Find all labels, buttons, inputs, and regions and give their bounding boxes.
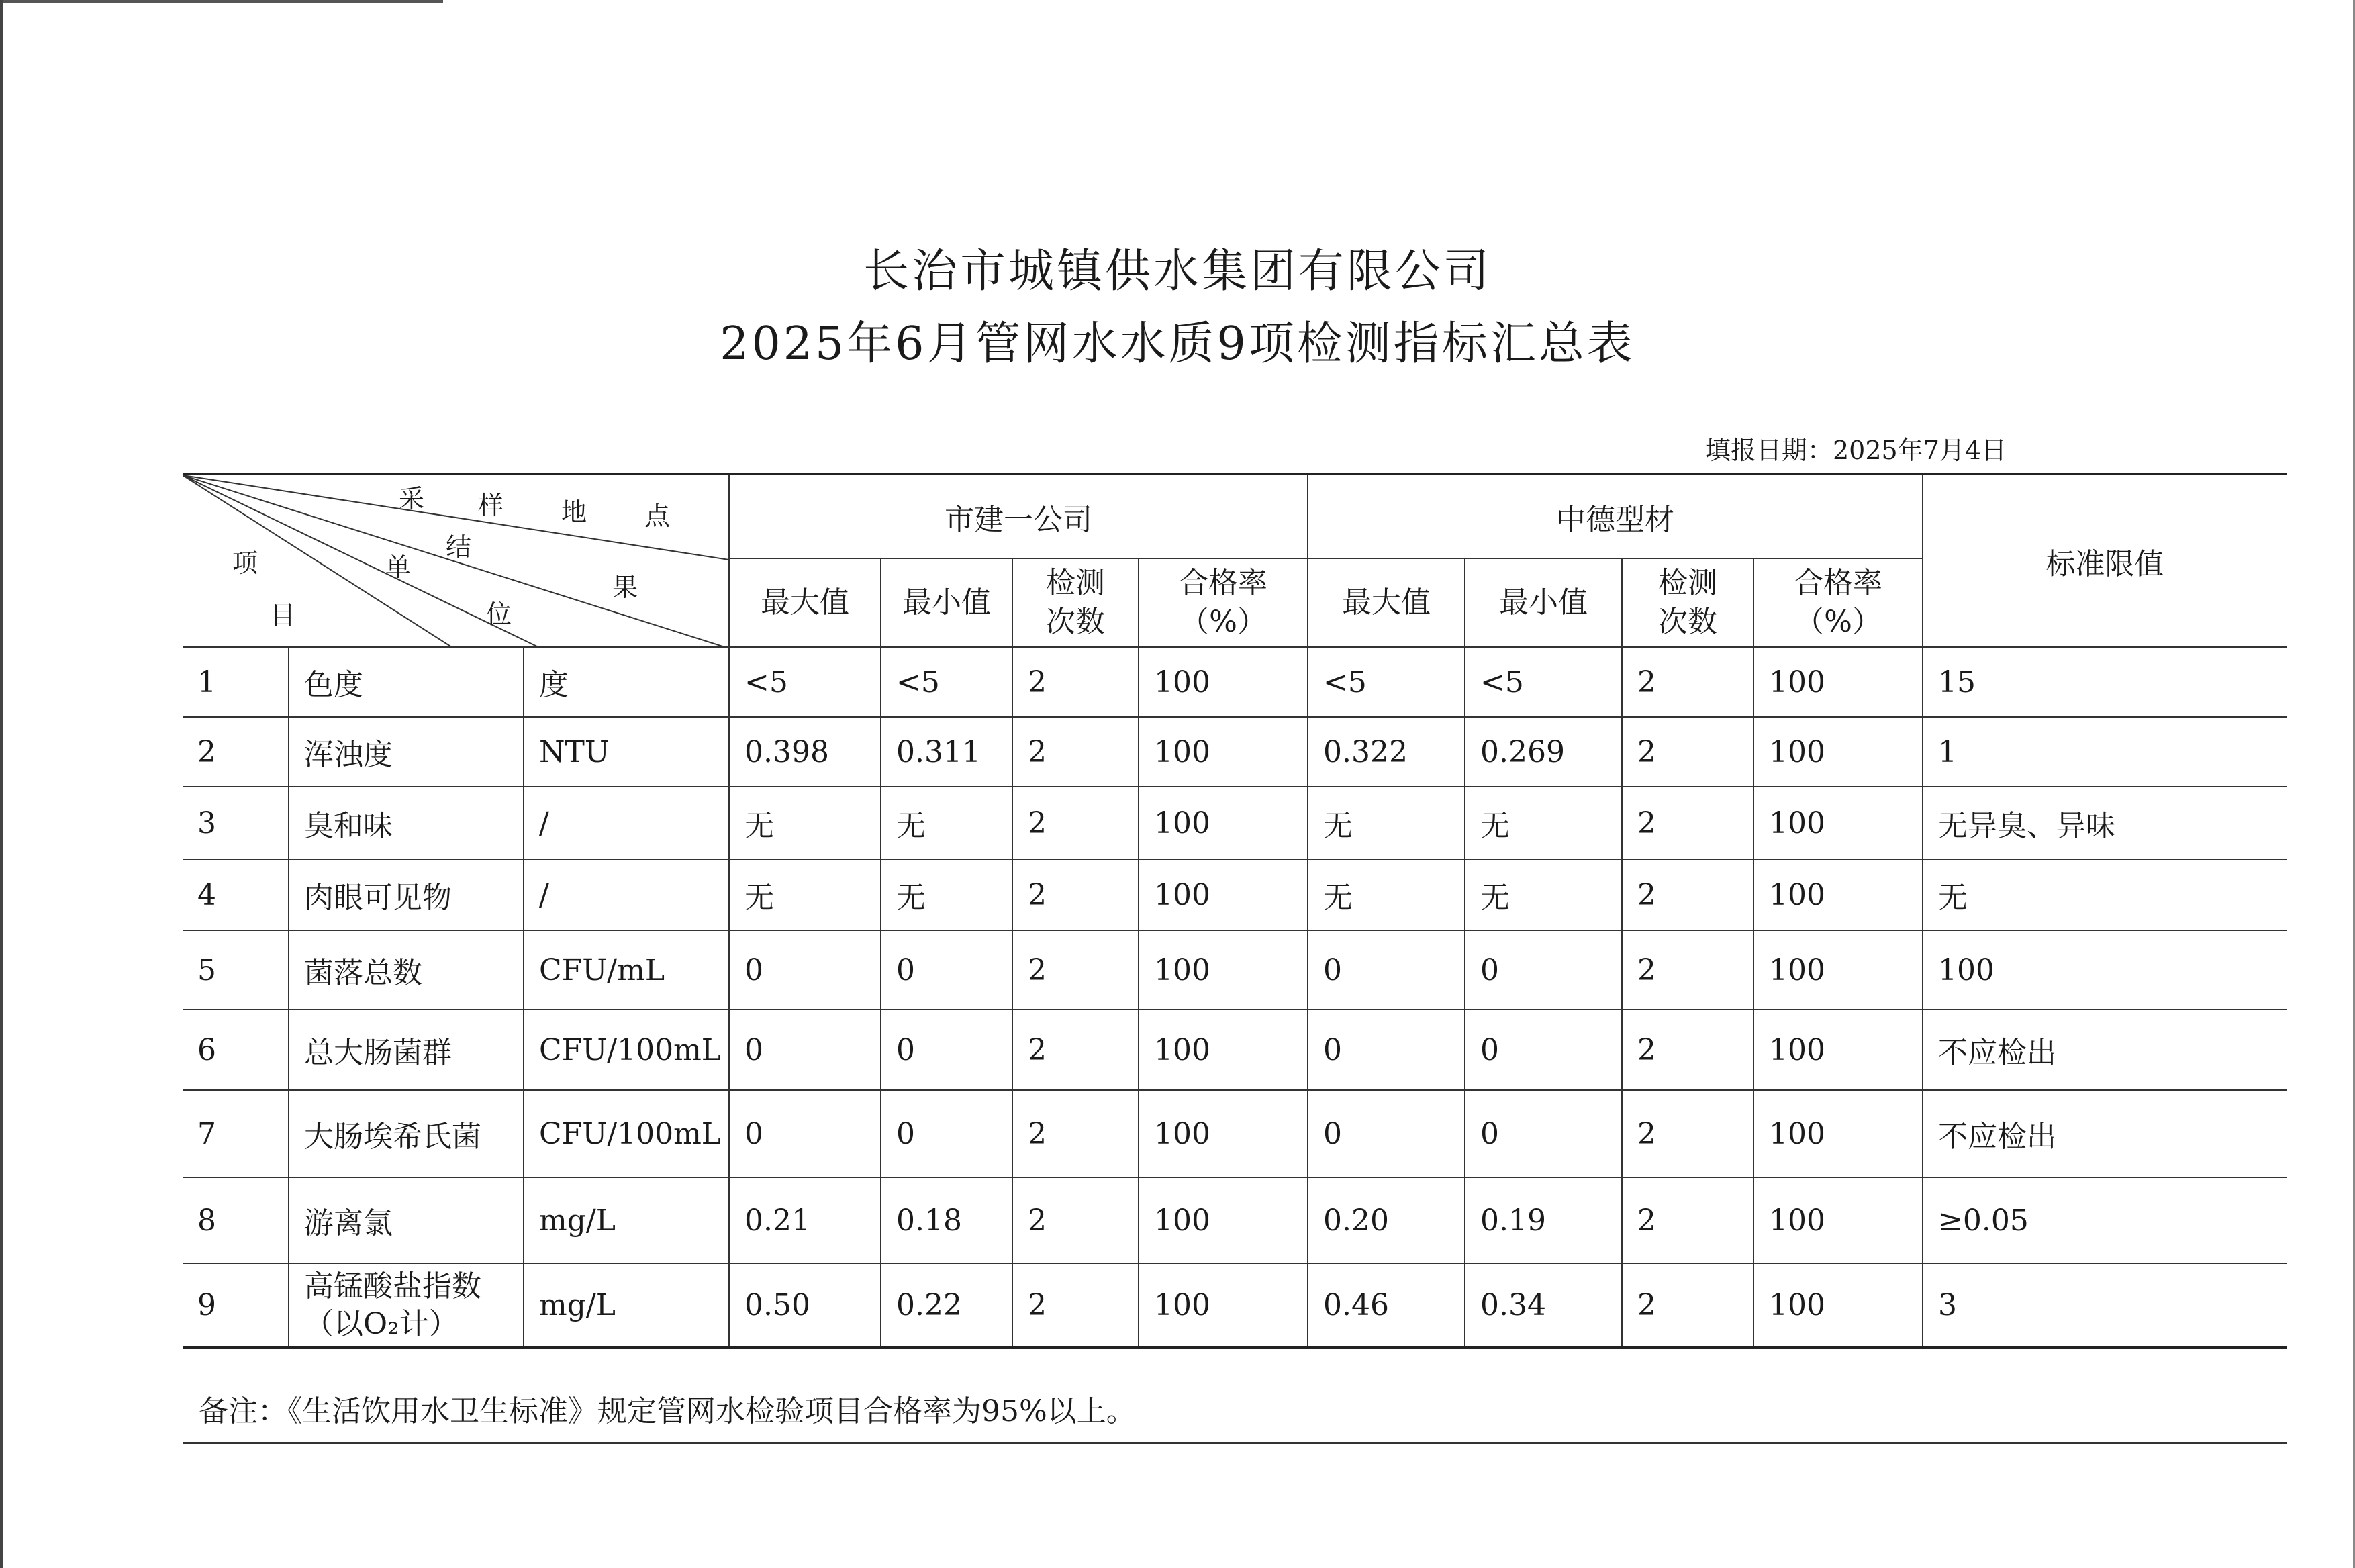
item-name-cell: 菌落总数: [289, 930, 524, 1010]
s1-min-cell: <5: [881, 647, 1012, 717]
standard-limit-cell: 1: [1923, 717, 2287, 787]
diagonal-header-cell: [183, 474, 729, 647]
unit-cell: CFU/100mL: [524, 1010, 729, 1090]
s2-rate-cell: 100: [1753, 647, 1923, 717]
diag-label-sampling-3: 地: [561, 497, 587, 527]
diag-label-sampling-2: 样: [478, 491, 504, 520]
item-name-cell: 肉眼可见物: [289, 859, 524, 930]
s2-min-cell: 无: [1465, 787, 1622, 859]
footnote: 备注：《生活饮用水卫生标准》规定管网水检验项目合格率为95%以上。: [199, 1394, 1136, 1428]
s2-max-cell: 0: [1308, 930, 1465, 1010]
s1-min-cell: 0.311: [881, 717, 1012, 787]
s1-count-cell: 2: [1012, 859, 1139, 930]
s2-max-cell: 0.322: [1308, 717, 1465, 787]
standard-limit-cell: 无异臭、异味: [1923, 787, 2287, 859]
count-header-line2: 次数: [1046, 605, 1106, 639]
s2-count-cell: 2: [1622, 647, 1753, 717]
rate-header-line1: 合格率: [1794, 566, 1883, 600]
s1-rate-cell: 100: [1139, 717, 1308, 787]
s1-rate-cell: 100: [1139, 930, 1308, 1010]
unit-cell: NTU: [524, 717, 729, 787]
row-number-cell: 7: [183, 1090, 289, 1177]
s2-rate-cell: 100: [1753, 1177, 1923, 1263]
diag-label-unit-1: 单: [385, 552, 412, 582]
s1-rate-cell: 100: [1139, 647, 1308, 717]
table-row: [183, 787, 2287, 859]
diag-label-unit-2: 位: [486, 599, 512, 629]
s2-count-cell: 2: [1622, 1177, 1753, 1263]
unit-cell: mg/L: [524, 1263, 729, 1348]
s1-max-cell: 0.50: [729, 1263, 881, 1348]
row-number-cell: 2: [183, 717, 289, 787]
s2-count-cell: 2: [1622, 1090, 1753, 1177]
row-number-cell: 8: [183, 1177, 289, 1263]
s2-max-cell: <5: [1308, 647, 1465, 717]
s2-count-cell: 2: [1622, 717, 1753, 787]
diag-label-item-1: 项: [232, 548, 258, 578]
row-number-cell: 1: [183, 647, 289, 717]
standard-limit-cell: 不应检出: [1923, 1010, 2287, 1090]
standard-limit-cell: ≥0.05: [1923, 1177, 2287, 1263]
item-name-line2: （以O₂计）: [304, 1306, 459, 1341]
s2-count-cell: 2: [1622, 1010, 1753, 1090]
count-header-line2: 次数: [1658, 605, 1718, 639]
s2-max-cell: 无: [1308, 787, 1465, 859]
header-row-1: [183, 474, 2287, 558]
s2-rate-cell: 100: [1753, 930, 1923, 1010]
s2-min-cell: 0: [1465, 1010, 1622, 1090]
s2-rate-cell: 100: [1753, 787, 1923, 859]
s2-max-cell: 0: [1308, 1010, 1465, 1090]
unit-cell: 度: [524, 647, 729, 717]
s2-min-cell: 0.19: [1465, 1177, 1622, 1263]
s1-max-cell: 0: [729, 930, 881, 1010]
standard-limit-cell: 15: [1923, 647, 2287, 717]
s1-max-cell: 0: [729, 1010, 881, 1090]
row-number-cell: 4: [183, 859, 289, 930]
item-name-line1: 高锰酸盐指数: [304, 1269, 481, 1304]
s1-rate-cell: 100: [1139, 859, 1308, 930]
s2-rate-cell: 100: [1753, 859, 1923, 930]
s2-rate-cell: 100: [1753, 1010, 1923, 1090]
row-number-cell: 9: [183, 1263, 289, 1348]
site-header-zhongde: 中德型材: [1308, 474, 1923, 558]
table-row: [183, 647, 2287, 717]
s1-count-cell: 2: [1012, 717, 1139, 787]
table-row: [183, 1090, 2287, 1177]
s1-max-cell: 无: [729, 859, 881, 930]
s1-min-cell: 0.22: [881, 1263, 1012, 1348]
unit-cell: CFU/mL: [524, 930, 729, 1010]
s2-min-cell: <5: [1465, 647, 1622, 717]
item-name-cell: 臭和味: [289, 787, 524, 859]
s1-rate-header: [1139, 558, 1308, 647]
s1-max-cell: 无: [729, 787, 881, 859]
s2-max-cell: 无: [1308, 859, 1465, 930]
document-title-report: 2025年6月管网水水质9项检测指标汇总表: [720, 317, 1635, 371]
s2-min-cell: 0: [1465, 930, 1622, 1010]
s1-max-header: 最大值: [729, 558, 881, 647]
item-name-cell: 游离氯: [289, 1177, 524, 1263]
table-row: [183, 859, 2287, 930]
standard-limit-cell: 无: [1923, 859, 2287, 930]
rate-header-line2: （%）: [1180, 605, 1267, 639]
s2-min-header: 最小值: [1465, 558, 1622, 647]
s1-max-cell: 0: [729, 1090, 881, 1177]
standard-limit-cell: 3: [1923, 1263, 2287, 1348]
s2-min-cell: 0.34: [1465, 1263, 1622, 1348]
unit-cell: CFU/100mL: [524, 1090, 729, 1177]
table-row: [183, 1263, 2287, 1348]
item-name-cell: 大肠埃希氏菌: [289, 1090, 524, 1177]
s2-rate-cell: 100: [1753, 1263, 1923, 1348]
s1-count-cell: 2: [1012, 1263, 1139, 1348]
site-header-shijian: 市建一公司: [729, 474, 1308, 558]
diag-label-result-2: 果: [612, 573, 638, 602]
s1-max-cell: 0.398: [729, 717, 881, 787]
s2-max-cell: 0.46: [1308, 1263, 1465, 1348]
s2-rate-cell: 100: [1753, 1090, 1923, 1177]
s1-min-cell: 0: [881, 1010, 1012, 1090]
table-row: [183, 930, 2287, 1010]
s1-min-cell: 无: [881, 859, 1012, 930]
s2-min-cell: 0: [1465, 1090, 1622, 1177]
row-number-cell: 3: [183, 787, 289, 859]
count-header-line1: 检测: [1658, 566, 1718, 600]
s1-max-cell: <5: [729, 647, 881, 717]
s1-count-header: [1012, 558, 1139, 647]
s1-count-cell: 2: [1012, 647, 1139, 717]
count-header-line1: 检测: [1046, 566, 1106, 600]
s1-rate-cell: 100: [1139, 1010, 1308, 1090]
table-row: [183, 717, 2287, 787]
s2-count-cell: 2: [1622, 859, 1753, 930]
s2-count-cell: 2: [1622, 930, 1753, 1010]
standard-limit-cell: 不应检出: [1923, 1090, 2287, 1177]
s1-rate-cell: 100: [1139, 1263, 1308, 1348]
unit-cell: /: [524, 859, 729, 930]
s1-rate-cell: 100: [1139, 1090, 1308, 1177]
bottom-rule: [183, 1442, 2287, 1444]
unit-cell: mg/L: [524, 1177, 729, 1263]
row-number-cell: 5: [183, 930, 289, 1010]
s1-min-cell: 0: [881, 930, 1012, 1010]
rate-header-line2: （%）: [1794, 605, 1882, 639]
rate-header-line1: 合格率: [1179, 566, 1268, 600]
s1-min-cell: 0: [881, 1090, 1012, 1177]
s1-count-cell: 2: [1012, 787, 1139, 859]
diag-label-result-1: 结: [446, 532, 472, 562]
s2-count-cell: 2: [1622, 1263, 1753, 1348]
item-name-cell: [289, 1263, 524, 1348]
s2-max-header: 最大值: [1308, 558, 1465, 647]
row-number-cell: 6: [183, 1010, 289, 1090]
scan-edge-top: [0, 0, 443, 3]
s1-count-cell: 2: [1012, 930, 1139, 1010]
standard-limit-cell: 100: [1923, 930, 2287, 1010]
s1-rate-cell: 100: [1139, 1177, 1308, 1263]
s2-count-cell: 2: [1622, 787, 1753, 859]
diag-label-sampling-4: 点: [644, 501, 671, 531]
s2-count-header: [1622, 558, 1753, 647]
s2-min-cell: 0.269: [1465, 717, 1622, 787]
s1-max-cell: 0.21: [729, 1177, 881, 1263]
fill-date: 填报日期：2025年7月4日: [1705, 436, 2007, 465]
s1-rate-cell: 100: [1139, 787, 1308, 859]
s1-count-cell: 2: [1012, 1177, 1139, 1263]
s2-max-cell: 0.20: [1308, 1177, 1465, 1263]
s2-rate-cell: 100: [1753, 717, 1923, 787]
s1-min-header: 最小值: [881, 558, 1012, 647]
water-quality-table: [183, 473, 2287, 1349]
s1-count-cell: 2: [1012, 1010, 1139, 1090]
diag-label-item-2: 目: [270, 601, 296, 630]
s2-min-cell: 无: [1465, 859, 1622, 930]
item-name-cell: 总大肠菌群: [289, 1010, 524, 1090]
item-name-cell: 色度: [289, 647, 524, 717]
document-title-company: 长治市城镇供水集团有限公司: [863, 245, 1492, 298]
s1-min-cell: 0.18: [881, 1177, 1012, 1263]
s1-count-cell: 2: [1012, 1090, 1139, 1177]
s2-max-cell: 0: [1308, 1090, 1465, 1177]
unit-cell: /: [524, 787, 729, 859]
item-name-cell: 浑浊度: [289, 717, 524, 787]
standard-limit-header: 标准限值: [1923, 474, 2287, 647]
diag-label-sampling-1: 采: [399, 484, 425, 513]
s2-rate-header: [1753, 558, 1923, 647]
table-row: [183, 1177, 2287, 1263]
s1-min-cell: 无: [881, 787, 1012, 859]
table-row: [183, 1010, 2287, 1090]
